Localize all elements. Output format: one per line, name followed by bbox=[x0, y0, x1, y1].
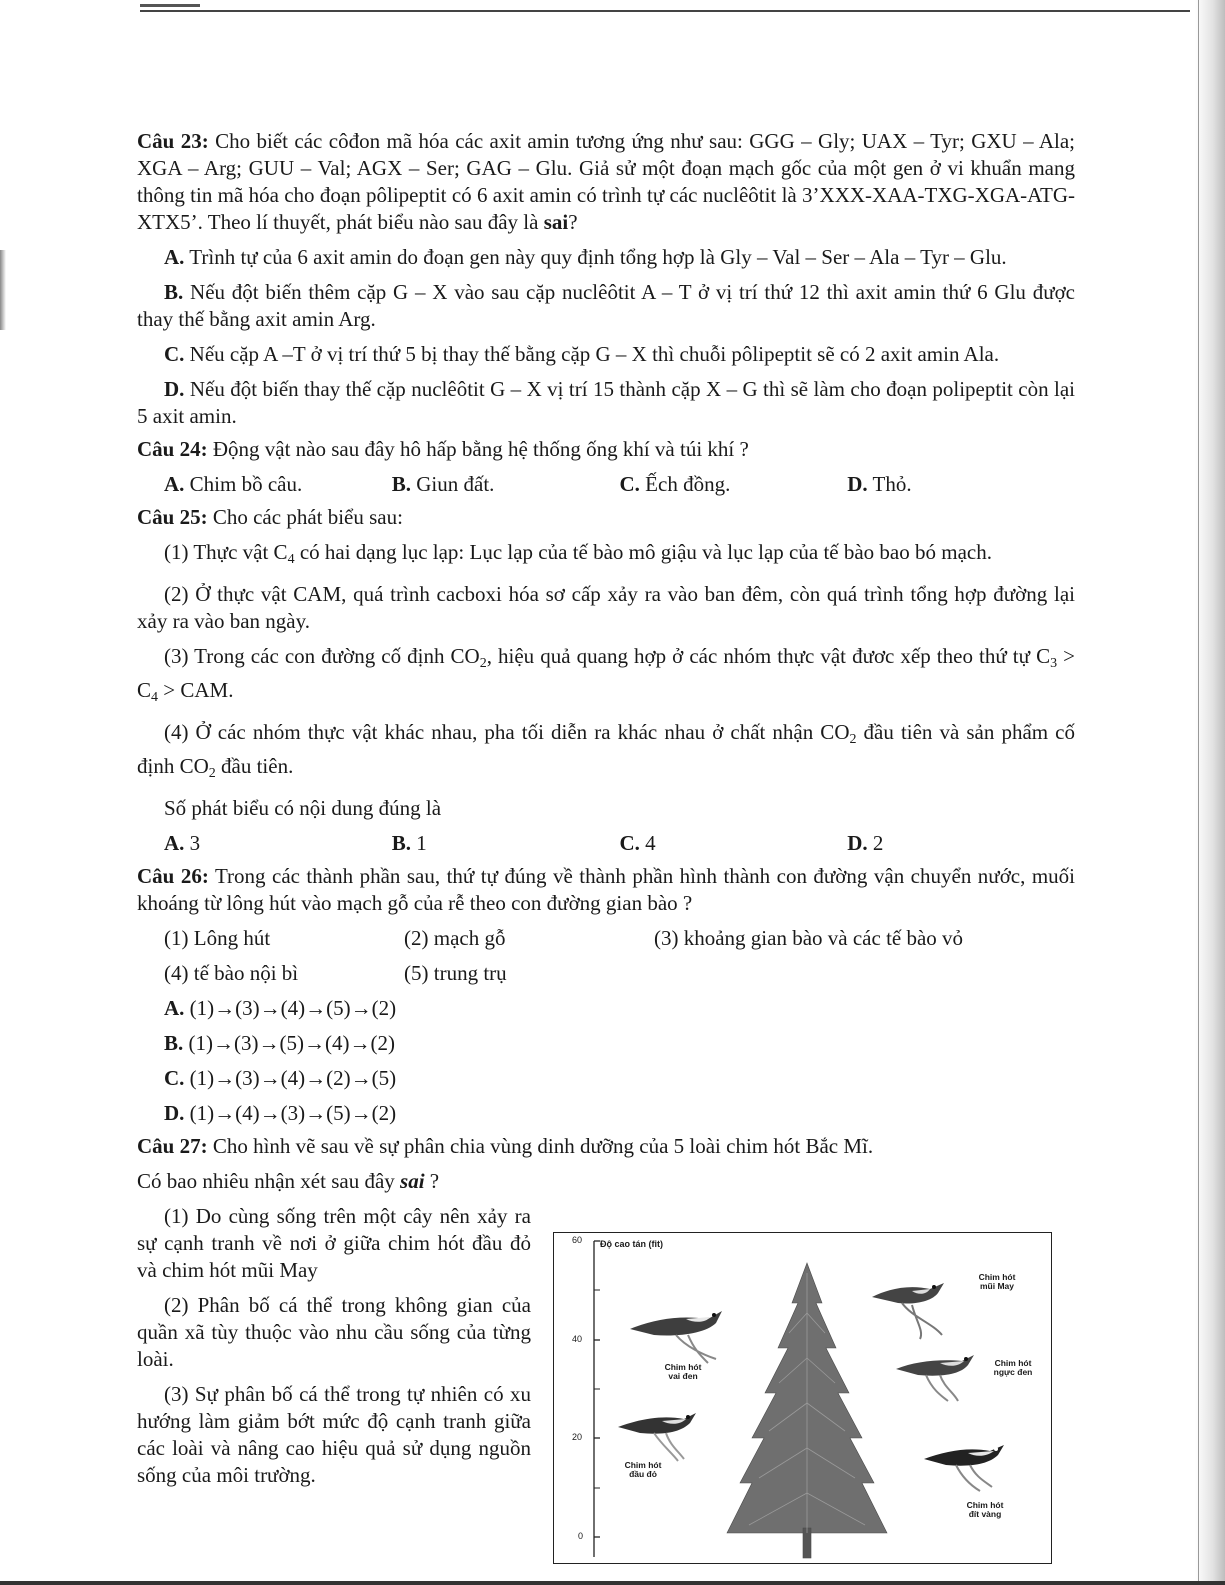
option-label: C. bbox=[619, 831, 640, 855]
q25-statement-2: (2) Ở thực vật CAM, quá trình cacboxi hóa sơ cấp xảy ra vào ban đêm, còn quá trình tổng hợp đường lại xảy ra vào ban ngày. bbox=[137, 582, 1075, 633]
question-26-label: Câu 26: bbox=[137, 864, 209, 888]
option-text: Nếu đột biến thêm cặp G – X vào sau cặp nuclêôtit A – T ở vị trí thứ 12 thì axit amin thứ 6 Glu được thay thế bằng axit amin Arg. bbox=[137, 280, 1076, 331]
q27-left-column bbox=[137, 1168, 531, 1489]
option-text: 4 bbox=[645, 831, 656, 855]
q26-option-a bbox=[137, 995, 1075, 1022]
option-text: Trình tự của 6 axit amin do đoạn gen này quy định tổng hợp là Gly – Val – Ser – Ala – Tyr – Glu. bbox=[189, 245, 1007, 269]
option-label: D. bbox=[847, 472, 868, 496]
question-23-end: ? bbox=[568, 210, 578, 234]
option-text: (1)→(3)→(5)→(4)→(2) bbox=[188, 1031, 395, 1055]
bird-label-myrtle: Chim hót đít vàng bbox=[966, 1500, 1004, 1519]
option-label: D. bbox=[164, 377, 185, 401]
question-25-text: Cho các phát biểu sau: bbox=[212, 505, 403, 529]
q26-item-2: (2) mạch gỗ bbox=[404, 926, 506, 950]
bird-label-bay-breasted: Chim hót vai đen bbox=[664, 1362, 702, 1381]
question-26 bbox=[137, 863, 1075, 917]
option-label: A. bbox=[164, 472, 185, 496]
q25-option-c bbox=[620, 830, 848, 857]
q24-option-b bbox=[392, 471, 620, 498]
option-text: (1)→(4)→(3)→(5)→(2) bbox=[189, 1101, 397, 1125]
option-text: 3 bbox=[189, 831, 201, 855]
option-label: D. bbox=[847, 831, 868, 855]
bird-blackburnian bbox=[618, 1413, 696, 1461]
scan-edge-top bbox=[140, 10, 1190, 12]
question-27-label: Câu 27: bbox=[137, 1134, 208, 1158]
scan-edge-right bbox=[1195, 0, 1225, 1585]
q25-statement-1: (1) Thực vật $C_4$ có hai dạng lục lạp: Lục lạp của tế bào mô giậu và lục lạp của tế bào bao bó mạch. bbox=[164, 540, 992, 567]
question-27 bbox=[137, 1133, 1075, 1160]
q23-option-d bbox=[137, 376, 1075, 430]
question-25-label: Câu 25: bbox=[137, 505, 208, 529]
q25-prompt: Số phát biểu có nội dung đúng là bbox=[164, 796, 442, 820]
q26-items-row-2 bbox=[137, 960, 1075, 987]
scan-edge-right-line bbox=[1198, 0, 1199, 1585]
question-25 bbox=[137, 504, 1075, 531]
question-23-emphasis: sai bbox=[543, 210, 569, 234]
q23-option-c bbox=[137, 341, 1075, 368]
option-label: B. bbox=[164, 1031, 184, 1055]
q27-statement-1: (1) Do cùng sống trên một cây nên xảy ra sự cạnh tranh về nơi ở giữa chim hót đầu đỏ và chim hót mũi May bbox=[137, 1204, 531, 1282]
option-text: Giun đất. bbox=[416, 472, 495, 496]
q26-item-1: (1) Lông hút bbox=[164, 926, 271, 950]
q25-option-d bbox=[847, 830, 1075, 857]
option-text: (1)→(3)→(4)→(2)→(5) bbox=[189, 1066, 397, 1090]
q24-option-d bbox=[847, 471, 1075, 498]
q23-option-b bbox=[137, 279, 1075, 333]
scan-edge-left bbox=[0, 250, 6, 330]
bird-label-blackburnian: Chim hót đầu đỏ bbox=[624, 1460, 662, 1479]
q24-options bbox=[137, 471, 1075, 498]
q26-item-5: (5) trung trụ bbox=[404, 961, 507, 985]
q25-statement-3: (3) Trong các con đường cố định $CO_2$, hiệu quả quang hợp ở các nhóm thực vật đươc xếp theo thứ tự $C_3 > C_4$ > CAM. bbox=[137, 644, 1075, 705]
option-text: (1)→(3)→(4)→(5)→(2) bbox=[189, 996, 397, 1020]
option-text: Thỏ. bbox=[872, 472, 912, 496]
question-24 bbox=[137, 436, 1075, 463]
option-text: Nếu đột biến thay thế cặp nuclêôtit G – X vị trí 15 thành cặp X – G thì sẽ làm cho đoạn polipeptit còn lại 5 axit amin. bbox=[137, 377, 1076, 428]
question-24-label: Câu 24: bbox=[137, 437, 208, 461]
option-text: Ếch đồng. bbox=[645, 472, 731, 496]
option-label: B. bbox=[391, 831, 412, 855]
bird-label-cape-may: Chim hót mũi May bbox=[978, 1272, 1016, 1291]
y-axis-title: Độ cao tán (fit) bbox=[600, 1239, 663, 1249]
question-26-text: Trong các thành phần sau, thứ tự đúng về thành phần hình thành con đường vận chuyển nước, muối khoáng từ lông hút vào mạch gỗ của rễ theo con đường gian bào ? bbox=[137, 864, 1076, 915]
q26-option-b bbox=[137, 1030, 1075, 1057]
q26-items-row-1 bbox=[137, 925, 1075, 952]
option-text: Nếu cặp A –T ở vị trí thứ 5 bị thay thế bằng cặp G – X thì chuỗi pôlipeptit sẽ có 2 axit amin Ala. bbox=[189, 342, 1000, 366]
option-label: B. bbox=[164, 280, 184, 304]
option-label: A. bbox=[164, 245, 185, 269]
q26-item-3: (3) khoảng gian bào và các tế bào vỏ bbox=[654, 926, 964, 950]
q27-prompt: Có bao nhiêu nhận xét sau đây sai ? bbox=[137, 1169, 440, 1193]
q26-option-d bbox=[137, 1100, 1075, 1127]
q25-options bbox=[137, 830, 1075, 857]
bird-label-black-throated-green: Chim hót ngực đen bbox=[993, 1358, 1033, 1377]
y-tick-label: 0 bbox=[578, 1531, 584, 1541]
y-tick-label: 40 bbox=[572, 1334, 583, 1344]
bird-myrtle bbox=[924, 1445, 1004, 1491]
q24-option-a bbox=[164, 471, 392, 498]
bird-cape-may bbox=[872, 1283, 944, 1339]
option-label: A. bbox=[164, 831, 185, 855]
question-23-text: Cho biết các côđon mã hóa các axit amin tương ứng như sau: GGG – Gly; UAX – Tyr; GXU – Ala; XGA – Arg; GUU – Val; AGX – Ser; GAG – Glu. Giả sử một đoạn mạch gốc của một gen ở vi khuẩn mang thông tin mã hóa cho đoạn pôlipeptit có 6 axit amin có trình tự các nuclêôtit là 3’XXX-XAA-TXG-XGA-ATG-XTX5’. Theo lí thuyết, phát biểu nào sau đây là bbox=[137, 129, 1075, 234]
bird-black-throated-green bbox=[896, 1355, 974, 1401]
question-27-text: Cho hình vẽ sau về sự phân chia vùng dinh dưỡng của 5 loài chim hót Bắc Mĩ. bbox=[212, 1134, 874, 1158]
scan-edge-bottom bbox=[0, 1581, 1225, 1585]
q25-statement-4: (4) Ở các nhóm thực vật khác nhau, pha tối diễn ra khác nhau ở chất nhận $CO_2$ đầu tiên và sản phẩm cố định $CO_2$ đầu tiên. bbox=[137, 720, 1075, 781]
option-text: Chim bồ câu. bbox=[189, 472, 303, 496]
warbler-niche-figure bbox=[553, 1232, 1052, 1564]
q23-option-a bbox=[137, 244, 1075, 271]
option-text: 1 bbox=[416, 831, 427, 855]
q26-item-4: (4) tế bào nội bì bbox=[164, 961, 299, 985]
q26-option-c bbox=[137, 1065, 1075, 1092]
q25-option-a bbox=[164, 830, 392, 857]
option-label: C. bbox=[619, 472, 640, 496]
y-tick-label: 20 bbox=[572, 1432, 583, 1442]
y-tick-label: 60 bbox=[572, 1235, 583, 1245]
q27-statement-2: (2) Phân bố cá thể trong không gian của quần xã tùy thuộc vào nhu cầu sống của từng loài. bbox=[137, 1293, 531, 1371]
option-label: C. bbox=[164, 342, 185, 366]
option-text: 2 bbox=[872, 831, 884, 855]
question-24-text: Động vật nào sau đây hô hấp bằng hệ thống ống khí và túi khí ? bbox=[212, 437, 749, 461]
q24-option-c bbox=[620, 471, 848, 498]
bird-bay-breasted bbox=[630, 1311, 722, 1363]
question-23 bbox=[137, 128, 1075, 236]
q25-option-b bbox=[392, 830, 620, 857]
option-label: C. bbox=[164, 1066, 185, 1090]
question-23-label: Câu 23: bbox=[137, 129, 209, 153]
option-label: D. bbox=[164, 1101, 185, 1125]
option-label: B. bbox=[391, 472, 412, 496]
scan-edge-top-mark bbox=[140, 4, 200, 7]
option-label: A. bbox=[164, 996, 185, 1020]
q27-statement-3: (3) Sự phân bố cá thể trong tự nhiên có xu hướng làm giảm bớt mức độ cạnh tranh giữa các loài và nâng cao hiệu quả sử dụng nguồn sống của môi trường. bbox=[137, 1382, 531, 1487]
